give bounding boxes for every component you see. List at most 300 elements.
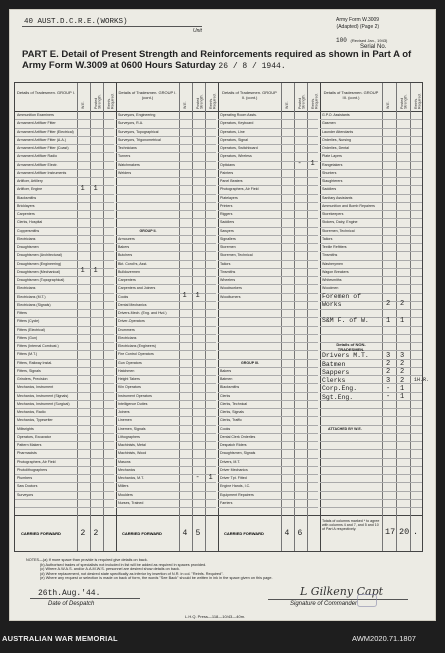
- table-row-label: Technicians: [118, 146, 137, 150]
- total-value: 17: [385, 527, 396, 537]
- table-row-rule: [320, 169, 422, 170]
- unit-value: 40 AUST.D.C.R.E.(WORKS): [24, 18, 128, 26]
- table-row-label: Saddlers: [220, 220, 235, 225]
- table-row-rule: [15, 128, 114, 129]
- table-row-rule: [218, 251, 318, 252]
- table-row-label: Draughtsmen (Mechanical): [17, 269, 61, 274]
- note-line: (b) Authorised trades of specialists not included in list will be added as required in spaces provided.: [40, 562, 207, 567]
- table-row-label: Riggers: [220, 212, 233, 216]
- table-row-label: Photographers, Air Field: [220, 187, 259, 192]
- table-row-rule: [218, 359, 318, 360]
- table-row-rule: [116, 491, 216, 492]
- table-row-rule: [218, 499, 318, 500]
- subcolumn-heading: Posted Strength.: [195, 94, 204, 109]
- table-row-label: Storemen, Technical: [322, 228, 355, 233]
- non-tradesman-value: 2: [386, 360, 391, 368]
- table-row-label: Surveyors, R.A.: [118, 121, 144, 126]
- serial-value: 100: [336, 37, 347, 44]
- non-tradesman-value: 3: [386, 376, 391, 385]
- table-row-rule: [218, 383, 318, 384]
- non-tradesman-value: -: [386, 384, 391, 393]
- table-row-rule: [320, 334, 422, 335]
- table-row-rule: [218, 408, 318, 409]
- carry-forward-value: 2: [93, 529, 99, 538]
- table-row-label: Clerks, Hospital: [17, 220, 43, 225]
- subcolumn-heading: W.E.: [80, 101, 85, 109]
- table-row-rule: [320, 136, 422, 137]
- table-row-rule: [218, 416, 318, 417]
- tradesman-entry: Foremen of: [322, 292, 362, 300]
- table-cell-value: 1: [310, 160, 315, 168]
- table-row-label: Carpenters: [118, 278, 136, 282]
- table-row-rule: [15, 317, 114, 318]
- table-cell-value: 1: [93, 267, 98, 276]
- table-row-rule: [15, 301, 114, 302]
- table-row-rule: [15, 425, 114, 426]
- table-row-label: Armament Artificer Instruments: [17, 170, 67, 175]
- table-row-rule: [15, 268, 114, 269]
- table-row-rule: [218, 326, 318, 327]
- table-row-label: Equipment Repairers: [220, 492, 254, 497]
- table-row-rule: [320, 251, 422, 252]
- table-row-rule: [15, 136, 114, 137]
- table-row-rule: [320, 268, 422, 269]
- table-row-label: Cooks: [220, 426, 231, 431]
- note-line: (e) Where any request or selection is made on back of form, the words "See Back" should be written in ink in the space given on this page.: [40, 576, 273, 581]
- table-row-rule: [218, 202, 318, 203]
- table-row-rule: [116, 284, 216, 285]
- table-row-rule: [116, 309, 216, 310]
- table-row-label: GROUP II.: [139, 228, 157, 233]
- table-row-rule: [15, 309, 114, 310]
- table-row-rule: [116, 466, 216, 467]
- table-row-label: Mechanics, Typewriter: [17, 418, 53, 423]
- carry-forward-value: 6: [297, 529, 303, 538]
- table-row-rule: [320, 408, 422, 409]
- table-row-rule: [116, 210, 216, 211]
- unit-label: Unit: [193, 28, 202, 34]
- table-row-rule: [116, 144, 216, 145]
- table-row-label: Watchmakers: [118, 162, 140, 167]
- table-row-rule: [218, 441, 318, 442]
- table-row-rule: [218, 367, 318, 368]
- column-heading: Details of Tradesmen. GROUP I. (cont.): [118, 90, 177, 100]
- table-row-rule: [218, 177, 318, 178]
- table-row-label: Turners: [118, 154, 131, 159]
- table-row-rule: [218, 301, 318, 302]
- table-row-label: Whitesmiths: [322, 278, 342, 282]
- table-row-label: Storemen, Technical: [220, 253, 253, 258]
- note-line: (d) Where replacement, not desired state specifically as inferior by insertion of N.R. in col. "Reinfs. Required".: [40, 571, 224, 576]
- table-row-label: Surveyors: [17, 492, 34, 497]
- table-row-rule: [15, 433, 114, 434]
- table-row-label: Surveyors, Trigonometrical: [118, 137, 161, 142]
- table-row-label: Shunters: [322, 170, 337, 175]
- table-row-rule: [320, 482, 422, 483]
- table-row-rule: [218, 185, 318, 186]
- table-row-rule: [218, 317, 318, 318]
- table-row-rule: [116, 499, 216, 500]
- subcolumn-heading: W.E.: [284, 101, 289, 109]
- table-row-rule: [320, 309, 422, 310]
- table-row-rule: [218, 119, 318, 120]
- table-row-label: Drivers, M.T.: [220, 459, 241, 464]
- table-row-rule: [116, 194, 216, 195]
- table-row-label: Storekeepers: [322, 212, 344, 216]
- non-tradesman-value: 2: [400, 368, 405, 377]
- table-row-rule: [320, 466, 422, 467]
- table-row-rule: [116, 342, 216, 343]
- table-row-rule: [116, 276, 216, 277]
- table-row-label: Wheelers: [220, 278, 236, 282]
- tradesman-entry: S&M F. of W.: [322, 317, 369, 325]
- table-row-label: Armament Artificer Fitter (A.A.): [17, 137, 66, 142]
- table-row-label: Opticians: [220, 162, 235, 167]
- table-row-label: Woodmen: [322, 286, 339, 291]
- table-row-label: GROUP III.: [240, 360, 260, 365]
- table-row-label: Machinists, Metal: [118, 443, 146, 447]
- table-row-rule: [116, 268, 216, 269]
- table-row-rule: [15, 375, 114, 376]
- table-row-rule: [320, 128, 422, 129]
- column-heading: Details of Tradesmen. GROUP II. (cont.): [222, 90, 277, 100]
- table-row-rule: [116, 260, 216, 261]
- note-line: NOTES—(a) If more space than provide is required give details on back.: [26, 558, 148, 562]
- table-row-rule: [15, 458, 114, 459]
- table-row-label: Mechanics: [118, 467, 136, 472]
- table-row-rule: [218, 350, 318, 351]
- table-row-label: Kiln Operators: [118, 385, 141, 390]
- tradesman-value: 2: [386, 300, 391, 309]
- table-row-rule: [116, 326, 216, 327]
- commander-signature: L Gilkeny Capt: [300, 585, 384, 598]
- table-row-label: Armament Artificer Fitter: [17, 121, 56, 126]
- table-row-rule: [320, 243, 422, 244]
- table-row-rule: [320, 260, 422, 261]
- table-row-label: Operators, Line: [220, 129, 245, 134]
- table-row-label: Draughtsmen: [17, 245, 39, 249]
- non-tradesman-entry: Clerks: [322, 377, 346, 384]
- tradesman-value: 2: [400, 300, 405, 309]
- table-row-label: Plumbers: [17, 476, 33, 480]
- form-reference: [336, 17, 379, 30]
- table-cell-value: 1: [80, 267, 85, 276]
- table-row-label: Linemen: [118, 418, 132, 423]
- table-row-rule: [15, 210, 114, 211]
- table-row-label: Driver Tpt. Fitted: [220, 476, 247, 480]
- table-row-label: Tailors: [322, 236, 333, 241]
- table-row-label: Masons: [118, 459, 131, 464]
- table-row-rule: [218, 375, 318, 376]
- table-row-rule: [15, 152, 114, 153]
- table-row-rule: [15, 326, 114, 327]
- table-row-label: Fire Control Operators: [118, 352, 154, 357]
- table-row-rule: [15, 449, 114, 450]
- table-row-label: Fitters (Internal Combust.): [17, 344, 59, 348]
- non-tradesman-entry: Batmen: [322, 360, 346, 368]
- table-row-label: Grinders, Precision: [17, 377, 48, 381]
- table-row-rule: [320, 416, 422, 417]
- table-row-rule: [116, 458, 216, 459]
- table-row-rule: [116, 227, 216, 228]
- despatch-label: Date of Despatch: [48, 601, 95, 607]
- subcolumn-heading: Reinfs. Required.: [310, 93, 319, 109]
- table-row-label: Lithographers: [118, 434, 140, 439]
- table-row-rule: [218, 458, 318, 459]
- table-row-rule: [116, 441, 216, 442]
- note-line: (c) Where A.W.A.S. and/or A.A.M.W.S. personnel are desired show details on back.: [40, 567, 180, 572]
- table-row-label: Draughtsmen, Signals: [220, 451, 256, 456]
- table-row-label: Engine Hands, I.C.: [220, 484, 251, 489]
- table-row-rule: [116, 169, 216, 170]
- table-row-rule: [15, 416, 114, 417]
- table-row-rule: [218, 425, 318, 426]
- table-row-label: Operators, Excavator: [17, 434, 51, 439]
- table-row-label: Bkt. Cond'rs, Asst.: [118, 261, 148, 266]
- table-row-label: Orderlies, Nursing: [322, 137, 351, 142]
- table-row-rule: [15, 169, 114, 170]
- table-row-label: Instrument Operators: [118, 393, 152, 398]
- table-row-rule: [116, 392, 216, 393]
- table-row-label: Butchers: [118, 253, 133, 258]
- table-row-rule: [15, 177, 114, 178]
- table-row-label: Bakers: [118, 245, 130, 249]
- carry-forward-value: 4: [182, 529, 188, 538]
- table-row-label: Fitters, Signals: [17, 368, 41, 373]
- table-cell-value: -: [297, 160, 302, 168]
- table-row-label: Woodturners: [220, 294, 241, 299]
- table-row-label: Draughtsmen (Architectural): [17, 253, 62, 258]
- table-row-label: Driver Mechanics: [220, 467, 248, 472]
- table-row-label: Artificer, Engine: [17, 187, 43, 192]
- table-row-rule: [320, 507, 422, 508]
- table-row-rule: [116, 152, 216, 153]
- table-row-rule: [15, 350, 114, 351]
- table-row-label: Gasmen: [322, 121, 336, 126]
- signature-underline: [268, 599, 408, 600]
- table-row-label: Signallers: [220, 236, 236, 241]
- table-row-label: Electricians: [17, 236, 36, 241]
- table-row-rule: [320, 161, 422, 162]
- table-row-rule: [116, 251, 216, 252]
- strength-table: [14, 82, 430, 552]
- table-row-label: Tailors: [220, 261, 231, 266]
- table-row-label: Blacksmiths: [220, 385, 240, 390]
- form-ref-line-2: (Adapted) (Page 2): [336, 23, 380, 30]
- table-row-rule: [218, 276, 318, 277]
- table-row-rule: [15, 359, 114, 360]
- table-row-label: Operators, Switchboard: [220, 146, 258, 150]
- table-row-rule: [15, 334, 114, 335]
- table-row-rule: [320, 185, 422, 186]
- table-row-rule: [116, 317, 216, 318]
- unit-underline: [22, 26, 202, 27]
- table-row-label: Intelligence Duties: [118, 401, 148, 406]
- table-row-label: Painters: [220, 170, 234, 175]
- table-row-label: Drummers: [118, 327, 135, 332]
- table-row-rule: [320, 144, 422, 145]
- table-row-label: Fitters (Electrical): [17, 327, 45, 332]
- table-row-rule: [320, 119, 422, 120]
- table-row-label: Joiners: [118, 410, 130, 414]
- non-tradesman-value: 1: [400, 393, 405, 401]
- serial-label: Serial No.: [360, 44, 387, 50]
- table-row-label: Hatchmen: [118, 368, 135, 373]
- form-ref-line-1: Army Form W.3009: [336, 17, 380, 23]
- archive-name: AUSTRALIAN WAR MEMORIAL: [2, 634, 118, 643]
- table-row-rule: [218, 260, 318, 261]
- table-row-label: Mechanics, M.T.: [118, 476, 144, 480]
- table-row-rule: [218, 144, 318, 145]
- table-row-rule: [15, 482, 114, 483]
- table-row-rule: [218, 169, 318, 170]
- table-row-label: Launder Attendants: [322, 129, 354, 134]
- tradesman-value: 1: [400, 316, 405, 325]
- table-row-rule: [15, 243, 114, 244]
- non-tradesman-entry: Sappers: [322, 368, 350, 376]
- non-tradesman-value: 1: [400, 384, 405, 393]
- non-tradesman-value: 3: [400, 351, 405, 360]
- non-tradesman-value: 3: [386, 351, 391, 360]
- table-row-rule: [15, 161, 114, 162]
- table-row-rule: [15, 251, 114, 252]
- table-row-rule: [116, 185, 216, 186]
- table-row-label: Tinsmiths: [322, 253, 338, 258]
- table-row-label: Surveyors, Topographical: [118, 129, 159, 134]
- table-row-label: Clerks, Traffic: [220, 418, 242, 423]
- table-row-label: Photographers, Air Field: [17, 459, 56, 464]
- table-row-label: Rangetakers: [322, 162, 343, 167]
- title-text: Detail of Present Strength and Reinforcements required as shown in Part A of Army Form W.3009 at 0600 Hours Saturday: [22, 49, 412, 71]
- non-tradesmen-heading: Details of NON-TRADESMEN.: [336, 342, 366, 352]
- table-row-label: Coppersmiths: [17, 228, 40, 233]
- table-row-label: Electricians: [17, 286, 36, 291]
- table-row-rule: [116, 433, 216, 434]
- subcolumn-heading: Reinfs. Required.: [208, 93, 217, 109]
- table-row-label: Mechanics, Instrument: [17, 385, 54, 390]
- table-row-rule: [116, 301, 216, 302]
- table-row-rule: [15, 474, 114, 475]
- table-row-rule: [218, 392, 318, 393]
- table-cell-value: 1: [80, 184, 85, 193]
- carry-forward-value: 4: [284, 529, 290, 538]
- subcolumn-heading: Reinfs. Required.: [414, 93, 422, 109]
- attached-heading: ATTACHED BY W.E.: [328, 426, 362, 431]
- table-row-label: Printers: [220, 203, 233, 208]
- table-row-label: Millwrights: [17, 426, 34, 431]
- table-row-label: Textile Refitters: [322, 245, 347, 249]
- totals-label: Totals of columns marked * to agree with columns 4 and 7, and 5 and 10 of Part A respectively.: [322, 519, 380, 531]
- table-row-rule: [15, 400, 114, 401]
- non-tradesman-value: 2: [386, 368, 391, 377]
- table-row-label: Operating Room Assts.: [220, 113, 257, 117]
- table-row-rule: [320, 491, 422, 492]
- table-row-rule: [15, 260, 114, 261]
- table-row-label: Mechanics, Instrument (Signals): [17, 393, 69, 398]
- table-row-label: Fitters: [17, 311, 27, 315]
- table-row-rule: [218, 136, 318, 137]
- table-row-label: Photolithographers: [17, 467, 48, 472]
- table-row-label: Ammunition Examiners: [17, 113, 54, 117]
- table-row-rule: [116, 359, 216, 360]
- table-row-rule: [320, 177, 422, 178]
- subcolumn-heading: Posted Strength.: [93, 94, 102, 109]
- table-row-rule: [116, 474, 216, 475]
- table-row-label: Bakers: [220, 368, 232, 373]
- table-row-rule: [15, 235, 114, 236]
- table-row-rule: [116, 375, 216, 376]
- table-row-rule: [116, 482, 216, 483]
- table-row-label: Millers: [118, 484, 129, 489]
- table-row-label: Mechanics, Radio: [17, 410, 46, 414]
- table-row-rule: [15, 185, 114, 186]
- table-row-rule: [218, 243, 318, 244]
- table-row-label: Slaughterers: [322, 179, 343, 183]
- table-row-rule: [320, 499, 422, 500]
- table-row-rule: [320, 449, 422, 450]
- table-row-rule: [15, 342, 114, 343]
- table-row-rule: [320, 474, 422, 475]
- table-row-label: Driver-Operators: [118, 319, 145, 324]
- table-row-rule: [320, 227, 422, 228]
- table-row-label: Operators, Keyboard: [220, 121, 254, 126]
- table-row-rule: [15, 383, 114, 384]
- table-row-rule: [320, 194, 422, 195]
- table-row-rule: [15, 499, 114, 500]
- table-row-label: Height Takers: [118, 377, 140, 381]
- table-row-rule: [218, 227, 318, 228]
- table-row-label: Carpenters: [17, 212, 35, 216]
- table-row-rule: [15, 392, 114, 393]
- tradesman-value: 1: [386, 316, 391, 325]
- table-row-label: Bricklayers: [17, 203, 35, 208]
- table-row-rule: [116, 119, 216, 120]
- table-row-rule: [116, 128, 216, 129]
- table-row-label: Washerymen: [322, 261, 344, 266]
- table-row-rule: [320, 433, 422, 434]
- carry-forward-value: 5: [195, 529, 201, 538]
- table-row-rule: [320, 210, 422, 211]
- subcolumn-heading: W.E.: [386, 101, 390, 109]
- table-row-label: Fitters (M.T.): [17, 352, 38, 357]
- table-row-label: Clerks: [220, 393, 231, 398]
- form-ref-line-3: (Revised Jan., 1943): [350, 38, 388, 43]
- total-value: .: [413, 527, 419, 537]
- table-row-rule: [15, 202, 114, 203]
- non-tradesman-entry: Sgt.Eng.: [322, 393, 354, 401]
- table-row-label: Armourers: [118, 236, 135, 241]
- table-row-label: Ammunition and Bomb Repairers: [322, 203, 375, 208]
- table-row-rule: [218, 342, 318, 343]
- table-row-rule: [116, 367, 216, 368]
- table-row-label: Despatch Riders: [220, 443, 247, 447]
- table-row-rule: [116, 243, 216, 244]
- notes-block: [26, 558, 273, 581]
- table-row-rule: [218, 152, 318, 153]
- table-row-label: Draughtsmen (Engineering): [17, 261, 62, 266]
- table-row-label: Electricians (Signals): [17, 302, 51, 307]
- page-title: [22, 49, 432, 72]
- table-row-rule: [15, 218, 114, 219]
- table-row-rule: [218, 466, 318, 467]
- table-row-rule: [15, 491, 114, 492]
- table-row-rule: [116, 202, 216, 203]
- table-row-label: Electricians: [118, 335, 137, 340]
- table-row-label: Dental Mechanics: [118, 302, 147, 307]
- subcolumn-heading: W.E.: [182, 101, 187, 109]
- table-row-rule: [116, 408, 216, 409]
- table-row-label: Electricians (Engineers): [118, 344, 156, 348]
